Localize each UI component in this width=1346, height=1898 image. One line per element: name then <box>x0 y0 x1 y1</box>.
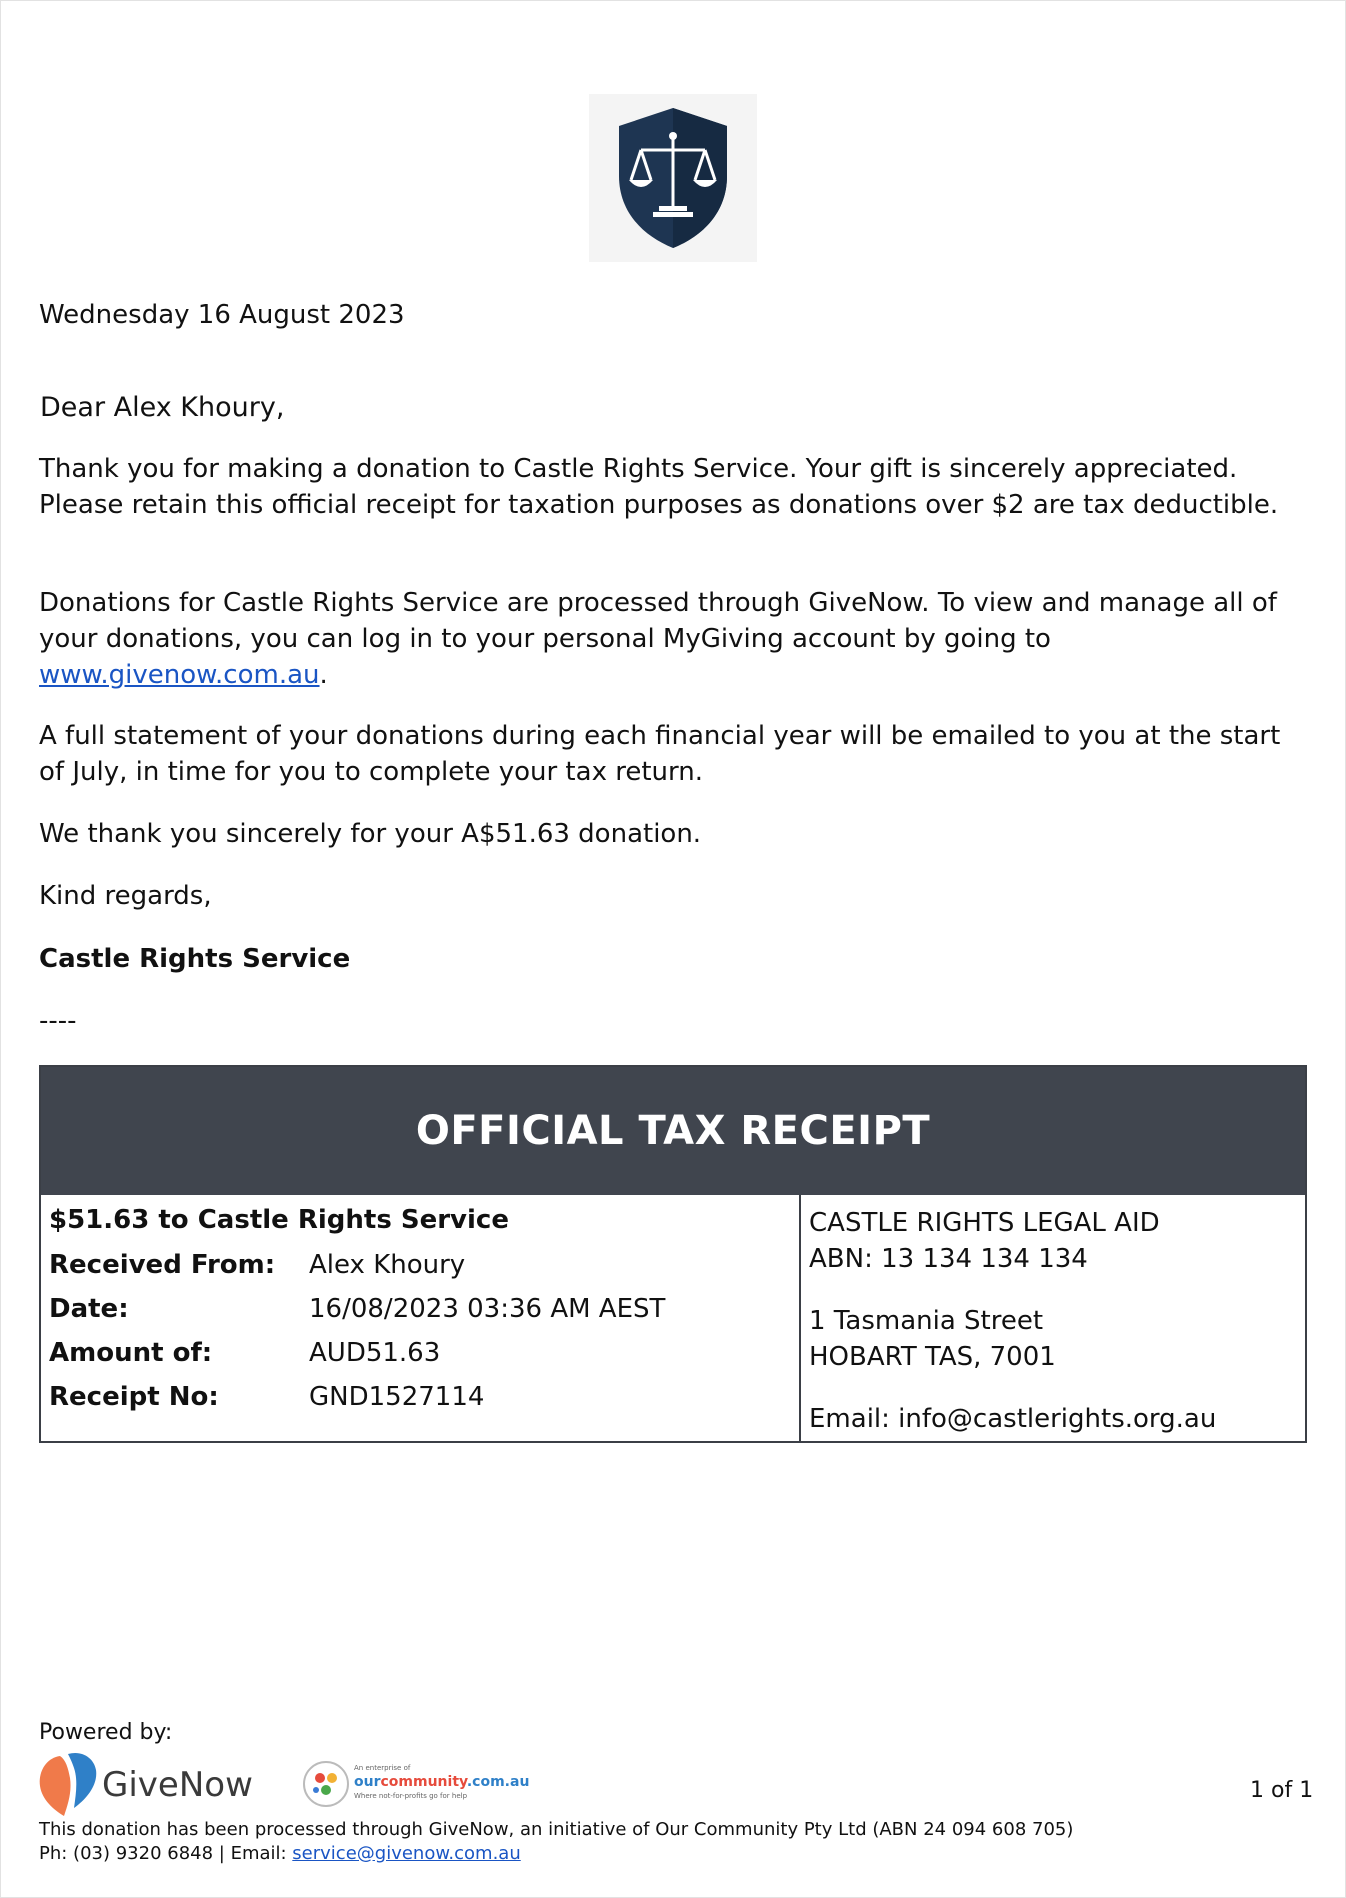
closing: Kind regards, <box>39 881 212 911</box>
receipt-heading: OFFICIAL TAX RECEIPT <box>41 1067 1305 1195</box>
receipt-value: GND1527114 <box>309 1382 485 1412</box>
givenow-heart-icon <box>40 1756 71 1816</box>
paragraph-thank-you: Thank you for making a donation to Castle Rights Service. Your gift is sincerely appreciated. Please retain this official receipt for taxation purposes as donations over $2 are tax deductible. <box>39 454 1279 520</box>
tax-receipt <box>39 1065 1307 1443</box>
receipt-value: AUD51.63 <box>309 1338 441 1368</box>
organisation-logo <box>589 94 757 262</box>
receipt-label: Received From: <box>49 1250 276 1280</box>
powered-by-label: Powered by: <box>39 1720 173 1745</box>
ourcommunity-tagline: Where not-for-profits go for help <box>354 1792 468 1800</box>
receipt-label: Amount of: <box>49 1338 213 1368</box>
ourcommunity-people-icon <box>315 1773 325 1783</box>
separator: ---- <box>39 1006 77 1036</box>
receipt-details <box>41 1195 801 1441</box>
org-name: CASTLE RIGHTS LEGAL AID <box>809 1208 1160 1238</box>
ourcommunity-logo <box>300 1758 530 1810</box>
org-city: HOBART TAS, 7001 <box>809 1342 1056 1372</box>
receipt-amount-line: $51.63 to Castle Rights Service <box>49 1205 509 1235</box>
receipt-label: Receipt No: <box>49 1382 219 1412</box>
ourcommunity-wordmark: ourcommunity.com.au <box>354 1774 530 1790</box>
paragraph-givenow-text: Donations for Castle Rights Service are processed through GiveNow. To view and manage all of your donations, you can log in to your personal MyGiving account by going to <box>39 588 1277 654</box>
givenow-service-email-link[interactable]: service@givenow.com.au <box>292 1843 521 1864</box>
receipt-label: Date: <box>49 1294 129 1324</box>
receipt-value: 16/08/2023 03:36 AM AEST <box>309 1294 666 1324</box>
paragraph-givenow-end: . <box>319 660 328 690</box>
ourcommunity-tag: An enterprise of <box>354 1764 411 1772</box>
receipt-body <box>41 1195 1305 1441</box>
givenow-logo <box>38 1748 270 1818</box>
org-street: 1 Tasmania Street <box>809 1306 1044 1336</box>
paragraph-givenow <box>39 585 1301 693</box>
page-number: 1 of 1 <box>1250 1778 1314 1803</box>
receipt-row-receipt-no <box>49 1375 799 1419</box>
org-email: Email: info@castlerights.org.au <box>809 1404 1217 1434</box>
letter-date: Wednesday 16 August 2023 <box>39 300 405 330</box>
org-abn: ABN: 13 134 134 134 <box>809 1244 1088 1274</box>
paragraph-statement: A full statement of your donations during each financial year will be emailed to you at the start of July, in time for you to complete your tax return. <box>39 721 1281 787</box>
receipt-row-amount <box>49 1331 799 1375</box>
signature: Castle Rights Service <box>39 944 351 974</box>
receipt-row-date <box>49 1287 799 1331</box>
footer-note-line2 <box>39 1842 1299 1866</box>
givenow-website-link[interactable]: www.givenow.com.au <box>39 660 320 690</box>
scales-of-justice-shield-icon <box>613 104 733 252</box>
footer-note <box>39 1818 1299 1866</box>
footer-contact: Ph: (03) 9320 6848 | Email: <box>39 1843 293 1864</box>
givenow-wordmark: GiveNow <box>102 1765 253 1805</box>
footer-note-line1: This donation has been processed through GiveNow, an initiative of Our Community Pty Ltd (ABN 24 094 608 705) <box>39 1819 1074 1840</box>
receipt-organisation <box>801 1195 1305 1441</box>
paragraph-thanks-amount: We thank you sincerely for your A$51.63 donation. <box>39 819 702 849</box>
receipt-value: Alex Khoury <box>309 1250 466 1280</box>
salutation: Dear Alex Khoury, <box>40 392 285 423</box>
receipt-row-received-from <box>49 1243 799 1287</box>
